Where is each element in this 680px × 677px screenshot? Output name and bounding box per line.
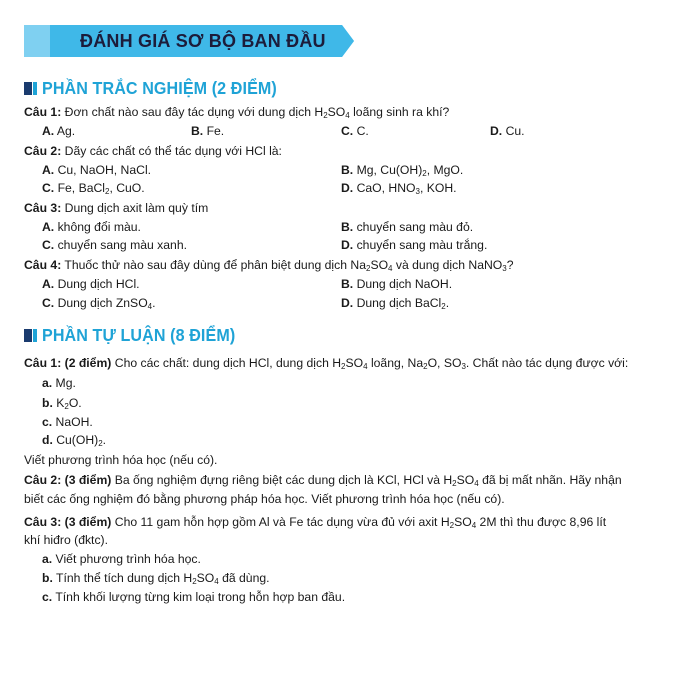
- section-title: PHẦN TRẮC NGHIỆM (2 ĐIỂM): [42, 77, 277, 98]
- essay-q3-item-b: b. Tính thể tích dung dịch $H_2SO_4$ đã dùng.: [42, 571, 270, 586]
- essay-q1-item-c: c. NaOH.: [42, 415, 93, 429]
- section-bullet-icon: [24, 82, 37, 95]
- essay-q3-item-a: a. Viết phương trình hóa học.: [42, 552, 201, 566]
- essay-q3-item-c: c. Tính khối lượng từng kim loại trong hỗn hợp ban đầu.: [42, 590, 346, 604]
- essay-q1-item-d: d. $Cu(OH)_2$.: [42, 433, 107, 448]
- section-essay-header: [24, 324, 252, 346]
- mc-question-1: Câu 1: Đơn chất nào sau đây tác dụng với dung dịch $H_2SO_4$ loãng sinh ra khí?: [24, 105, 450, 120]
- mc-question-4: Câu 4: Thuốc thử nào sau đây dùng để phân biệt dung dịch $Na_2SO_4$ và dung dịch NaNO$_3$?: [24, 258, 514, 273]
- mc-q2-option-b: B. Mg, $Cu(OH)_2$, MgO.: [341, 163, 464, 178]
- mc-question-2: Câu 2: Dãy các chất có thể tác dụng với HCl là:: [24, 144, 282, 158]
- section-multiple-choice-header: [24, 77, 297, 99]
- mc-q4-option-c: C. Dung dịch ZnSO$_4$.: [42, 296, 156, 311]
- mc-q1-option-b: B. Fe.: [191, 124, 225, 138]
- essay-question-3: Câu 3: (3 điểm) Cho 11 gam hỗn hợp gồm Al và Fe tác dụng vừa đủ với axit $H_2SO_4$ 2M thì thu được 8,96 lít: [24, 515, 607, 530]
- essay-q3-line-2: khí hiđro (đktc).: [24, 533, 108, 547]
- mc-q2-option-d: D. CaO, $HNO_3$, KOH.: [341, 181, 457, 196]
- mc-question-3: Câu 3: Dung dịch axit làm quỳ tím: [24, 201, 209, 215]
- mc-q3-option-a: A. không đổi màu.: [42, 220, 141, 234]
- mc-q2-option-c: C. Fe, BaCl$_2$, CuO.: [42, 181, 145, 196]
- mc-q4-option-b: B. Dung dịch NaOH.: [341, 277, 453, 291]
- essay-q1-item-b: b. $K_2O$.: [42, 396, 82, 411]
- essay-q1-item-a: a. Mg.: [42, 376, 76, 390]
- mc-q1-option-c: C. C.: [341, 124, 369, 138]
- title-banner: [24, 25, 354, 57]
- mc-q1-option-a: A. Ag.: [42, 124, 76, 138]
- mc-q3-option-c: C. chuyển sang màu xanh.: [42, 238, 187, 252]
- mc-q3-option-b: B. chuyển sang màu đỏ.: [341, 220, 474, 234]
- essay-q2-line-2: biết các ống nghiệm đó bằng phương pháp hóa học. Viết phương trình hóa học (nếu có).: [24, 492, 505, 506]
- mc-q4-option-a: A. Dung dịch HCl.: [42, 277, 140, 291]
- mc-q4-option-d: D. Dung dịch BaCl$_2$.: [341, 296, 450, 311]
- section-title: PHẦN TỰ LUẬN (8 ĐIỂM): [42, 324, 236, 345]
- essay-question-1: Câu 1: (2 điểm) Cho các chất: dung dịch HCl, dung dịch $H_2SO_4$ loãng, $Na_2O$, $SO_3$. Chất nào tác dụng được với:: [24, 356, 629, 371]
- essay-question-2: Câu 2: (3 điểm) Ba ống nghiệm đựng riêng biệt các dung dịch là KCl, HCl và $H_2SO_4$ đã bị mất nhãn. Hãy nhận: [24, 473, 622, 488]
- essay-q1-instruction: Viết phương trình hóa học (nếu có).: [24, 453, 218, 467]
- mc-q3-option-d: D. chuyển sang màu trắng.: [341, 238, 488, 252]
- page-title: ĐÁNH GIÁ SƠ BỘ BAN ĐẦU: [80, 31, 326, 51]
- mc-q2-option-a: A. Cu, NaOH, NaCl.: [42, 163, 152, 177]
- section-bullet-icon: [24, 329, 37, 342]
- mc-q1-option-d: D. Cu.: [490, 124, 525, 138]
